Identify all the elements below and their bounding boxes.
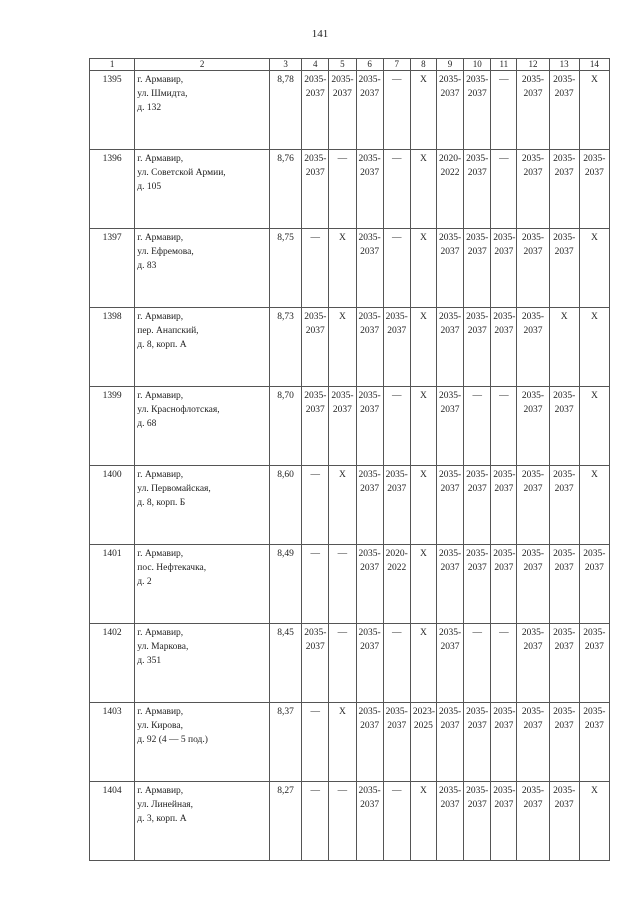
address-line: г. Армавир, <box>137 75 184 85</box>
period-cell-col-12: 2035- 2037 <box>517 150 549 229</box>
address-line: ул. Ефремова, <box>137 247 194 257</box>
period-cell-col-5: 2035- 2037 <box>329 71 356 150</box>
address-cell <box>135 624 270 703</box>
period-cell-col-6: 2035- 2037 <box>356 782 383 861</box>
period-cell-col-5: 2035- 2037 <box>329 387 356 466</box>
column-header-3: 3 <box>270 59 302 71</box>
table-row <box>90 229 610 308</box>
row-number: 1397 <box>90 229 135 308</box>
period-cell-col-8: X <box>410 229 436 308</box>
table-row <box>90 545 610 624</box>
period-cell-col-8: X <box>410 782 436 861</box>
period-cell-col-5: X <box>329 703 356 782</box>
period-cell-col-7: — <box>383 782 410 861</box>
period-cell-col-9: 2035- 2037 <box>436 387 463 466</box>
period-cell-col-4: 2035- 2037 <box>302 624 329 703</box>
table-row <box>90 703 610 782</box>
period-cell-col-11: 2035- 2037 <box>491 545 517 624</box>
period-cell-col-13: X <box>549 308 579 387</box>
row-number: 1399 <box>90 387 135 466</box>
table-body <box>90 59 610 861</box>
period-cell-col-6: 2035- 2037 <box>356 150 383 229</box>
period-cell-col-4: — <box>302 229 329 308</box>
period-cell-col-10: 2035- 2037 <box>464 229 491 308</box>
address-line: пер. Анапский, <box>137 326 199 336</box>
address-line: д. 83 <box>137 261 157 271</box>
address-cell <box>135 782 270 861</box>
column-header-2: 2 <box>135 59 270 71</box>
period-cell-col-10: 2035- 2037 <box>464 782 491 861</box>
column-header-9: 9 <box>436 59 463 71</box>
period-cell-col-10: — <box>464 387 491 466</box>
column-header-14: 14 <box>579 59 609 71</box>
address-cell <box>135 387 270 466</box>
period-cell-col-14: X <box>579 71 609 150</box>
period-cell-col-7: 2035- 2037 <box>383 703 410 782</box>
period-cell-col-5: — <box>329 782 356 861</box>
period-cell-col-6: 2035- 2037 <box>356 466 383 545</box>
period-cell-col-14: X <box>579 466 609 545</box>
row-number: 1396 <box>90 150 135 229</box>
period-cell-col-4: 2035- 2037 <box>302 150 329 229</box>
period-cell-col-9: 2035- 2037 <box>436 229 463 308</box>
address-line: ул. Первомайская, <box>137 484 211 494</box>
period-cell-col-5: X <box>329 229 356 308</box>
row-number: 1395 <box>90 71 135 150</box>
address-line: ул. Краснофлотская, <box>137 405 220 415</box>
period-cell-col-12: 2035- 2037 <box>517 466 549 545</box>
row-number: 1401 <box>90 545 135 624</box>
period-cell-col-4: — <box>302 703 329 782</box>
period-cell-col-8: X <box>410 150 436 229</box>
area-cell: 8,49 <box>270 545 302 624</box>
table-row <box>90 308 610 387</box>
column-header-4: 4 <box>302 59 329 71</box>
period-cell-col-11: — <box>491 387 517 466</box>
period-cell-col-14: X <box>579 229 609 308</box>
address-line: г. Армавир, <box>137 628 184 638</box>
period-cell-col-11: — <box>491 71 517 150</box>
address-cell <box>135 545 270 624</box>
area-cell: 8,60 <box>270 466 302 545</box>
period-cell-col-11: — <box>491 150 517 229</box>
column-header-13: 13 <box>549 59 579 71</box>
period-cell-col-4: — <box>302 782 329 861</box>
period-cell-col-8: X <box>410 387 436 466</box>
address-line: ул. Советской Армии, <box>137 168 226 178</box>
period-cell-col-11: — <box>491 624 517 703</box>
page-number: 141 <box>311 28 329 40</box>
period-cell-col-12: 2035- 2037 <box>517 387 549 466</box>
address-cell <box>135 466 270 545</box>
period-cell-col-9: 2035- 2037 <box>436 624 463 703</box>
area-cell: 8,75 <box>270 229 302 308</box>
address-cell <box>135 229 270 308</box>
period-cell-col-7: — <box>383 624 410 703</box>
period-cell-col-6: 2035- 2037 <box>356 703 383 782</box>
period-cell-col-8: X <box>410 545 436 624</box>
column-header-6: 6 <box>356 59 383 71</box>
period-cell-col-14: 2035- 2037 <box>579 703 609 782</box>
period-cell-col-8: 2023- 2025 <box>410 703 436 782</box>
address-line: г. Армавир, <box>137 786 184 796</box>
period-cell-col-5: X <box>329 466 356 545</box>
period-cell-col-10: 2035- 2037 <box>464 466 491 545</box>
table-row <box>90 71 610 150</box>
period-cell-col-9: 2035- 2037 <box>436 71 463 150</box>
period-cell-col-9: 2035- 2037 <box>436 703 463 782</box>
period-cell-col-13: 2035- 2037 <box>549 703 579 782</box>
address-line: д. 68 <box>137 419 157 429</box>
address-line: д. 351 <box>137 656 162 666</box>
register-table <box>89 58 610 861</box>
period-cell-col-12: 2035- 2037 <box>517 229 549 308</box>
period-cell-col-9: 2035- 2037 <box>436 782 463 861</box>
period-cell-col-13: 2035- 2037 <box>549 545 579 624</box>
period-cell-col-11: 2035- 2037 <box>491 782 517 861</box>
period-cell-col-11: 2035- 2037 <box>491 703 517 782</box>
address-line: д. 92 (4 — 5 под.) <box>137 735 208 745</box>
row-number: 1398 <box>90 308 135 387</box>
column-header-10: 10 <box>464 59 491 71</box>
period-cell-col-13: 2035- 2037 <box>549 71 579 150</box>
address-line: д. 3, корп. А <box>137 814 187 824</box>
table-row <box>90 387 610 466</box>
row-number: 1404 <box>90 782 135 861</box>
period-cell-col-13: 2035- 2037 <box>549 229 579 308</box>
period-cell-col-13: 2035- 2037 <box>549 150 579 229</box>
period-cell-col-10: 2035- 2037 <box>464 308 491 387</box>
period-cell-col-14: X <box>579 782 609 861</box>
period-cell-col-14: 2035- 2037 <box>579 545 609 624</box>
address-line: г. Армавир, <box>137 549 184 559</box>
period-cell-col-8: X <box>410 624 436 703</box>
table-row <box>90 782 610 861</box>
period-cell-col-12: 2035- 2037 <box>517 308 549 387</box>
column-header-5: 5 <box>329 59 356 71</box>
period-cell-col-7: — <box>383 150 410 229</box>
period-cell-col-10: 2035- 2037 <box>464 703 491 782</box>
period-cell-col-11: 2035- 2037 <box>491 308 517 387</box>
period-cell-col-5: — <box>329 545 356 624</box>
area-cell: 8,76 <box>270 150 302 229</box>
address-line: г. Армавир, <box>137 233 184 243</box>
address-cell <box>135 150 270 229</box>
period-cell-col-12: 2035- 2037 <box>517 782 549 861</box>
table-row <box>90 466 610 545</box>
period-cell-col-9: 2035- 2037 <box>436 545 463 624</box>
period-cell-col-10: 2035- 2037 <box>464 545 491 624</box>
address-line: ул. Кирова, <box>137 721 183 731</box>
address-line: д. 8, корп. Б <box>137 498 186 508</box>
address-line: д. 105 <box>137 182 162 192</box>
period-cell-col-11: 2035- 2037 <box>491 229 517 308</box>
column-header-12: 12 <box>517 59 549 71</box>
period-cell-col-12: 2035- 2037 <box>517 624 549 703</box>
address-line: ул. Шмидта, <box>137 89 188 99</box>
address-line: ул. Маркова, <box>137 642 189 652</box>
period-cell-col-5: — <box>329 624 356 703</box>
table-row <box>90 150 610 229</box>
address-cell <box>135 308 270 387</box>
table-row <box>90 624 610 703</box>
period-cell-col-8: X <box>410 71 436 150</box>
row-number: 1403 <box>90 703 135 782</box>
period-cell-col-8: X <box>410 466 436 545</box>
period-cell-col-12: 2035- 2037 <box>517 545 549 624</box>
area-cell: 8,27 <box>270 782 302 861</box>
period-cell-col-7: 2020- 2022 <box>383 545 410 624</box>
period-cell-col-4: — <box>302 545 329 624</box>
period-cell-col-8: X <box>410 308 436 387</box>
period-cell-col-10: 2035- 2037 <box>464 150 491 229</box>
period-cell-col-10: 2035- 2037 <box>464 71 491 150</box>
period-cell-col-7: — <box>383 71 410 150</box>
period-cell-col-6: 2035- 2037 <box>356 308 383 387</box>
period-cell-col-13: 2035- 2037 <box>549 782 579 861</box>
area-cell: 8,37 <box>270 703 302 782</box>
period-cell-col-4: 2035- 2037 <box>302 308 329 387</box>
period-cell-col-11: 2035- 2037 <box>491 466 517 545</box>
area-cell: 8,45 <box>270 624 302 703</box>
period-cell-col-14: X <box>579 308 609 387</box>
row-number: 1400 <box>90 466 135 545</box>
address-line: г. Армавир, <box>137 707 184 717</box>
period-cell-col-9: 2020- 2022 <box>436 150 463 229</box>
address-line: д. 2 <box>137 577 152 587</box>
period-cell-col-7: — <box>383 387 410 466</box>
period-cell-col-12: 2035- 2037 <box>517 703 549 782</box>
column-header-8: 8 <box>410 59 436 71</box>
area-cell: 8,70 <box>270 387 302 466</box>
period-cell-col-9: 2035- 2037 <box>436 308 463 387</box>
period-cell-col-10: — <box>464 624 491 703</box>
column-header-row <box>90 59 610 71</box>
address-line: ул. Линейная, <box>137 800 194 810</box>
column-header-11: 11 <box>491 59 517 71</box>
period-cell-col-13: 2035- 2037 <box>549 624 579 703</box>
column-header-7: 7 <box>383 59 410 71</box>
address-cell <box>135 703 270 782</box>
period-cell-col-6: 2035- 2037 <box>356 229 383 308</box>
address-line: г. Армавир, <box>137 391 184 401</box>
period-cell-col-14: 2035- 2037 <box>579 624 609 703</box>
area-cell: 8,78 <box>270 71 302 150</box>
period-cell-col-7: 2035- 2037 <box>383 308 410 387</box>
period-cell-col-6: 2035- 2037 <box>356 387 383 466</box>
area-cell: 8,73 <box>270 308 302 387</box>
period-cell-col-6: 2035- 2037 <box>356 624 383 703</box>
period-cell-col-4: 2035- 2037 <box>302 387 329 466</box>
period-cell-col-4: 2035- 2037 <box>302 71 329 150</box>
period-cell-col-14: X <box>579 387 609 466</box>
period-cell-col-12: 2035- 2037 <box>517 71 549 150</box>
period-cell-col-7: — <box>383 229 410 308</box>
address-line: г. Армавир, <box>137 312 184 322</box>
period-cell-col-7: 2035- 2037 <box>383 466 410 545</box>
period-cell-col-13: 2035- 2037 <box>549 387 579 466</box>
period-cell-col-4: — <box>302 466 329 545</box>
address-line: пос. Нефтекачка, <box>137 563 207 573</box>
address-line: д. 132 <box>137 103 162 113</box>
period-cell-col-9: 2035- 2037 <box>436 466 463 545</box>
address-cell <box>135 71 270 150</box>
period-cell-col-14: 2035- 2037 <box>579 150 609 229</box>
row-number: 1402 <box>90 624 135 703</box>
column-header-1: 1 <box>90 59 135 71</box>
period-cell-col-5: X <box>329 308 356 387</box>
address-line: г. Армавир, <box>137 154 184 164</box>
period-cell-col-6: 2035- 2037 <box>356 71 383 150</box>
address-line: д. 8, корп. А <box>137 340 187 350</box>
period-cell-col-5: — <box>329 150 356 229</box>
address-line: г. Армавир, <box>137 470 184 480</box>
period-cell-col-13: 2035- 2037 <box>549 466 579 545</box>
period-cell-col-6: 2035- 2037 <box>356 545 383 624</box>
